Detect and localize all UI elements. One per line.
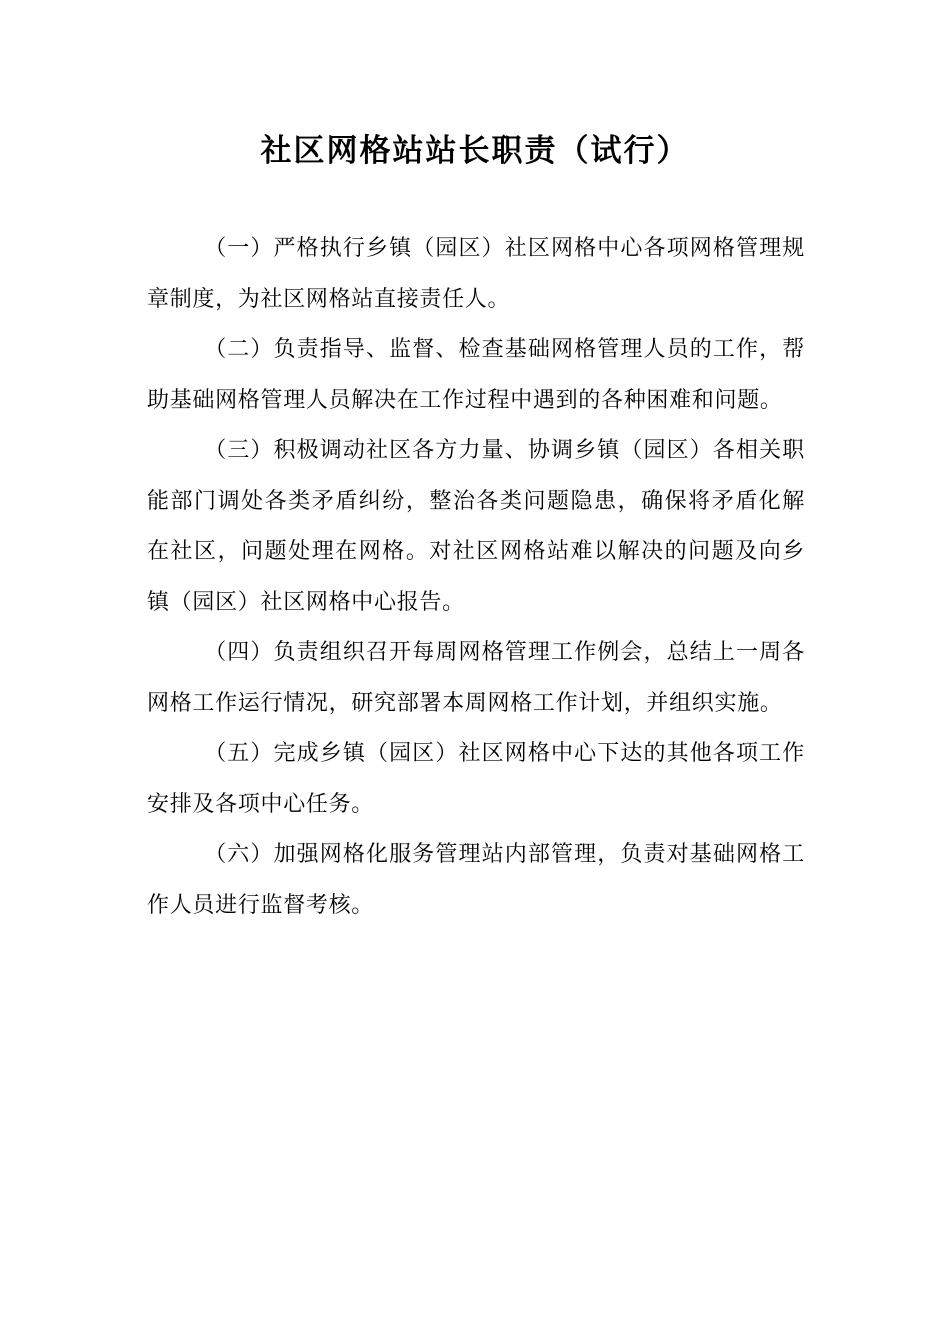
paragraph-2: （二）负责指导、监督、检查基础网格管理人员的工作，帮助基础网格管理人员解决在工作过程中遇到的各种困难和问题。 <box>147 337 805 413</box>
paragraph-6: （六）加强网格化服务管理站内部管理，负责对基础网格工作人员进行监督考核。 <box>147 842 805 918</box>
document-title: 社区网格站站长职责（试行） <box>260 133 690 169</box>
document-body <box>147 224 805 931</box>
paragraph-5: （五）完成乡镇（园区）社区网格中心下达的其他各项工作安排及各项中心任务。 <box>147 741 805 817</box>
paragraph-1: （一）严格执行乡镇（园区）社区网格中心各项网格管理规章制度，为社区网格站直接责任人。 <box>147 236 805 312</box>
paragraph-3: （三）积极调动社区各方力量、协调乡镇（园区）各相关职能部门调处各类矛盾纠纷，整治各类问题隐患，确保将矛盾化解在社区，问题处理在网格。对社区网格站难以解决的问题及向乡镇（园区）社区网格中心报告。 <box>147 438 805 615</box>
paragraph-4: （四）负责组织召开每周网格管理工作例会，总结上一周各网格工作运行情况，研究部署本周网格工作计划，并组织实施。 <box>147 640 805 716</box>
